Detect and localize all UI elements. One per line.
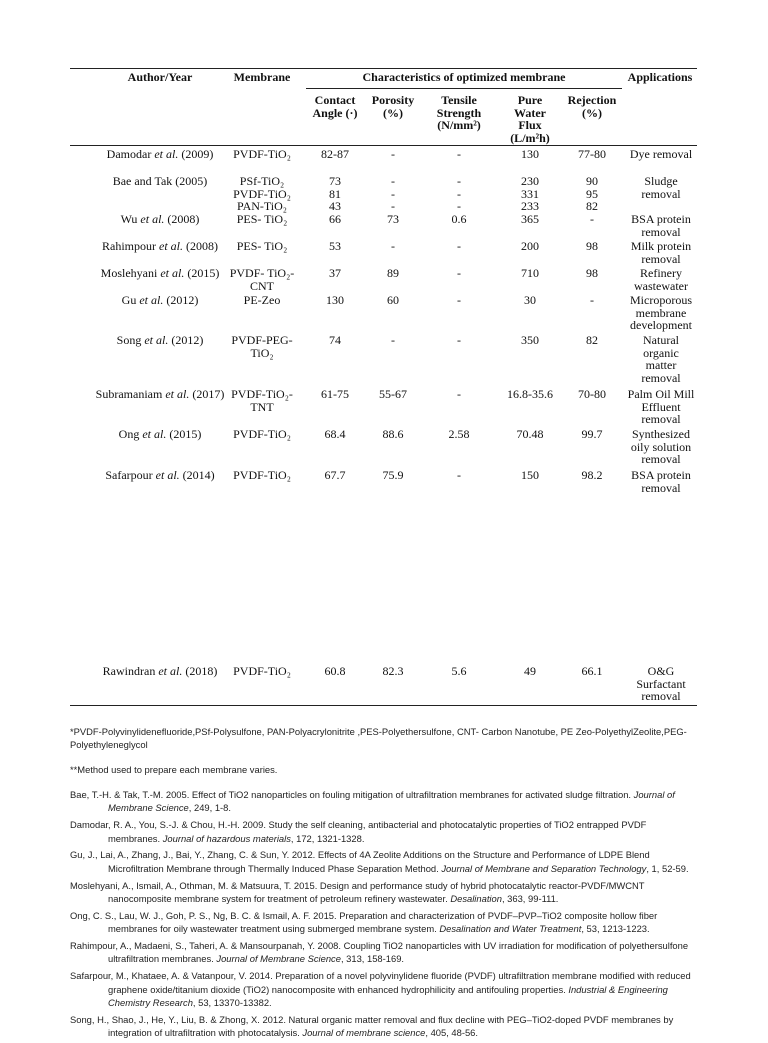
table-row-membrane: PVDF- TiO₂- (229, 266, 295, 280)
table-row-application: membrane (635, 305, 687, 320)
reference-entry (70, 848, 700, 875)
header-flux: (L/m²h) (510, 130, 550, 145)
table-row-tensile: 2.58 (448, 427, 470, 441)
reference-journal: Journal of hazardous materials (162, 832, 291, 844)
table-row-porosity: 82.3 (382, 664, 404, 678)
table-row-application: matter (645, 358, 677, 373)
reference-tail: , 363, 99-111. (501, 893, 559, 905)
table-row-tensile: - (457, 387, 461, 401)
reference-journal: Journal of Membrane and Separation Technology (441, 862, 647, 874)
table-row-author: Wu et al. (2008) (120, 212, 200, 226)
header-membrane: Membrane (233, 70, 291, 84)
table-row-porosity: - (391, 186, 395, 201)
table-row-porosity: - (391, 147, 395, 161)
table-row-porosity: - (391, 199, 395, 214)
header-author: Author/Year (127, 70, 193, 84)
table-row-membrane: PVDF-TiO₂ (233, 468, 291, 482)
table-row-contact-angle: 60.8 (324, 664, 346, 678)
table-row-contact-angle: 82-87 (321, 147, 349, 161)
table-row-tensile: - (457, 199, 461, 214)
header-tensile: Tensile (441, 93, 477, 107)
table-row-application: Synthesized (632, 427, 690, 441)
reference-entry (70, 788, 700, 815)
table-row-porosity: 55-67 (379, 387, 407, 401)
table-row-rejection: 99.7 (581, 427, 603, 441)
table-row-tensile: - (457, 174, 461, 188)
table-row-application: removal (641, 412, 681, 427)
table-row-rejection: 70-80 (578, 387, 606, 401)
table-row-flux: 70.48 (516, 427, 544, 441)
header-contact-angle: Angle (·) (312, 105, 358, 120)
table-row-rejection: 77-80 (578, 147, 606, 161)
table-row-membrane: TiO₂ (250, 345, 274, 360)
table-row-membrane: PVDF-TiO₂ (233, 427, 291, 441)
table-row-contact-angle: 74 (329, 333, 341, 347)
reference-text: Rahimpour, A., Madaeni, S., Taheri, A. & Mansourpanah, Y. 2008. Coupling TiO2 nanoparticles with UV irradiation for modification of polyethersulfone ultrafiltration membranes. (70, 940, 689, 965)
table-row-membrane: PVDF-TiO₂ (233, 186, 291, 201)
table-row-rejection: 98 (586, 266, 598, 280)
table-row-porosity: 88.6 (382, 427, 404, 441)
table-row-flux: 200 (521, 239, 539, 253)
table-bottom-rule (70, 705, 697, 706)
table-row-application: Natural (643, 333, 679, 347)
table-row-contact-angle: 66 (329, 212, 341, 226)
table-row-contact-angle: 43 (329, 199, 341, 214)
table-row-tensile: - (457, 186, 461, 201)
header-applications: Applications (627, 70, 693, 84)
table-row-tensile: - (457, 293, 461, 307)
table-row-application: Palm Oil Mill (627, 387, 695, 401)
reference-list (70, 788, 700, 1043)
table-row-application: removal (641, 370, 681, 385)
table-row-application: removal (641, 480, 681, 495)
table-row-membrane: PVDF-TiO₂ (233, 147, 291, 161)
table-row-author: Moslehyani et al. (2015) (100, 266, 220, 280)
header-characteristics: Characteristics of optimized membrane (362, 70, 566, 84)
reference-text: Bae, T.-H. & Tak, T.-M. 2005. Effect of TiO2 nanoparticles on fouling mitigation of ultrafiltration membranes for activated sludge filtration. (70, 789, 634, 800)
table-row-contact-angle: 61-75 (321, 387, 349, 401)
table-row-application: BSA protein (631, 468, 691, 482)
table-row-rejection: 66.1 (581, 664, 603, 678)
table-row-tensile: 5.6 (451, 664, 467, 678)
header-flux: Pure (517, 93, 543, 107)
table-row-application: Surfactant (636, 676, 686, 691)
table-row-application: removal (641, 186, 681, 201)
header-flux: Flux (518, 118, 542, 133)
characteristics-underline (306, 88, 622, 89)
table-row-membrane: PES- TiO₂ (236, 239, 288, 253)
table-row-rejection: 95 (586, 186, 598, 201)
table-row-rejection: 98 (586, 239, 598, 253)
table-row-tensile: - (457, 147, 461, 161)
table-row-application: removal (641, 224, 681, 239)
reference-journal: Desalination and Water Treatment (439, 923, 582, 935)
table-row-flux: 350 (521, 333, 539, 347)
table-row-application: Milk protein (630, 239, 692, 253)
reference-journal: Journal of Membrane Science (108, 789, 675, 814)
reference-tail: , 249, 1-8. (188, 802, 231, 814)
table-row-author: Bae and Tak (2005) (112, 174, 208, 188)
table-row-tensile: - (457, 266, 461, 280)
table-row-author: Ong et al. (2015) (118, 427, 202, 441)
reference-tail: , 53, 13370-13382. (192, 997, 272, 1009)
table-row-rejection: 82 (586, 199, 598, 214)
reference-entry (70, 969, 700, 1009)
table-row-porosity: - (391, 239, 395, 253)
header-rejection: Rejection (567, 93, 617, 107)
reference-journal: Industrial & Engineering Chemistry Research (108, 983, 668, 1009)
reference-journal: Journal of Membrane Science (216, 953, 341, 965)
table-row-porosity: - (391, 333, 395, 347)
table-row-porosity: 89 (387, 266, 399, 280)
table-row-rejection: 98.2 (581, 468, 603, 482)
reference-entry (70, 1013, 700, 1040)
reference-tail: , 405, 48-56. (425, 1027, 479, 1039)
table-row-application: Sludge (644, 174, 678, 188)
table-row-tensile: 0.6 (451, 212, 467, 226)
table-row-flux: 331 (521, 186, 539, 201)
reference-journal: Journal of membrane science (302, 1027, 426, 1039)
table-row-membrane: PSf-TiO₂ (239, 174, 285, 188)
table-row-application: development (630, 318, 692, 333)
table-row-application: removal (641, 452, 681, 467)
table-row-porosity: - (391, 174, 395, 188)
table-row-application: Microporous (630, 293, 692, 307)
reference-tail: , 53, 1213-1223. (581, 923, 650, 935)
reference-entry (70, 909, 700, 936)
reference-tail: , 313, 158-169. (340, 953, 405, 965)
header-rejection: (%) (582, 105, 602, 120)
table-row-membrane: PAN-TiO₂ (237, 199, 287, 214)
table-row-flux: 16.8-35.6 (507, 387, 553, 401)
method-note: **Method used to prepare each membrane varies. (70, 764, 278, 775)
header-contact-angle: Contact (314, 93, 356, 107)
table-row-porosity: 60 (387, 293, 399, 307)
reference-tail: , 172, 1321-1328. (290, 832, 365, 844)
header-flux: Water (514, 105, 546, 120)
table-row-application: oily solution (630, 439, 692, 454)
reference-tail: , 1, 52-59. (646, 862, 689, 874)
table-row-tensile: - (457, 468, 461, 482)
table-row-membrane: PVDF-TiO₂- (231, 387, 293, 401)
reference-text: Moslehyani, A., Ismail, A., Othman, M. & Matsuura, T. 2015. Design and performance study of hybrid photocatalytic reactor-PVDF/MWCNT nanocomposite membrane system for treatment of petroleum refinery wastewater. (70, 879, 645, 905)
table-row-application: removal (641, 251, 681, 266)
table-row-application: BSA protein (631, 212, 691, 226)
header-porosity: (%) (383, 105, 403, 120)
reference-text: Safarpour, M., Khataee, A. & Vatanpour, V. 2014. Preparation of a novel polyvinylidene fluoride (PVDF) ultrafiltration membrane modified with reduced graphene oxide/titanium dioxide (TiO2) nanocomposite with enhanced hydrophilicity and antifouling properties. (70, 970, 691, 995)
abbreviations-note: *PVDF-Polyvinylidenefluoride,PSf-Polysulfone, PAN-Polyacrylonitrite ,PES-Polyethersulfone, CNT- Carbon Nanotube, PE Zeo-PolyethylZeolite,PEG-Polyethyleneglycol (70, 726, 687, 751)
table-row-tensile: - (457, 333, 461, 347)
reference-entry (70, 818, 700, 845)
table-row-contact-angle: 130 (326, 293, 344, 307)
reference-entry (70, 879, 700, 906)
table-row-author: Rawindran et al. (2018) (102, 664, 218, 678)
reference-journal: Desalination (450, 893, 502, 905)
table-row-membrane: PE-Zeo (243, 293, 281, 307)
table-row-tensile: - (457, 239, 461, 253)
table-row-contact-angle: 53 (329, 239, 341, 253)
reference-text: Song, H., Shao, J., He, Y., Liu, B. & Zhong, X. 2012. Natural organic matter removal and flux decline with PEG–TiO2-doped PVDF membranes by integration of ultrafiltration with photocatalysis. (70, 1013, 674, 1039)
table-row-flux: 710 (521, 266, 539, 280)
table-row-author: Rahimpour et al. (2008) (102, 239, 218, 253)
table-row-membrane: PVDF-TiO₂ (233, 664, 291, 678)
table-header-rule (70, 145, 697, 146)
table-row-contact-angle: 68.4 (324, 427, 346, 441)
table-row-membrane: CNT (250, 278, 274, 293)
table-row-application: Effluent (641, 399, 681, 414)
table-row-membrane: TNT (250, 399, 274, 414)
table-row-flux: 49 (524, 664, 536, 678)
table-row-application: wastewater (634, 278, 688, 293)
header-tensile: Strength (436, 105, 482, 120)
table-row-membrane: PES- TiO₂ (236, 212, 288, 226)
table-row-flux: 150 (521, 468, 539, 482)
table-row-author: Subramaniam et al. (2017) (95, 387, 225, 401)
table-row-flux: 365 (521, 212, 539, 226)
reference-text: Gu, J., Lai, A., Zhang, J., Bai, Y., Zhang, C. & Sun, Y. 2012. Effects of 4A Zeolite Additions on the Structure and Performance of LDPE Blend Microfiltration Membrane through Thermally Induced Phase Separation Method. (70, 849, 650, 874)
table-row-contact-angle: 81 (329, 186, 341, 201)
table-row-contact-angle: 37 (329, 266, 341, 280)
header-porosity: Porosity (371, 93, 415, 107)
reference-text: Ong, C. S., Lau, W. J., Goh, P. S., Ng, B. C. & Ismail, A. F. 2015. Preparation and characterization of PVDF–PVP–TiO2 composite hollow fiber membranes for oily wastewater treatment using submerged membrane system. (70, 909, 658, 935)
table-row-application: removal (641, 689, 681, 704)
table-top-rule (70, 68, 697, 69)
table-row-application: organic (643, 345, 679, 360)
table-row-contact-angle: 67.7 (324, 468, 346, 482)
table-row-flux: 30 (524, 293, 536, 307)
table-row-contact-angle: 73 (329, 174, 341, 188)
table-row-rejection: 90 (586, 174, 598, 188)
table-row-rejection: - (590, 212, 594, 226)
table-row-rejection: - (590, 293, 594, 307)
reference-entry (70, 939, 700, 966)
table-row-membrane: PVDF-PEG- (231, 333, 293, 347)
table-row-application: O&G (647, 664, 675, 678)
table-row-author: Safarpour et al. (2014) (105, 468, 215, 482)
table-row-application: Refinery (640, 266, 682, 280)
table-row-author: Gu et al. (2012) (121, 293, 199, 307)
table-row-flux: 230 (521, 174, 539, 188)
table-row-rejection: 82 (586, 333, 598, 347)
table-row-flux: 233 (521, 199, 539, 214)
reference-text: Damodar, R. A., You, S.-J. & Chou, H.-H. 2009. Study the self cleaning, antibacterial and photocatalytic properties of TiO2 entrapped PVDF membranes. (70, 819, 647, 844)
table-row-author: Song et al. (2012) (116, 333, 204, 347)
table-row-author: Damodar et al. (2009) (106, 147, 214, 161)
table-row-porosity: 73 (387, 212, 399, 226)
table-row-application: Dye removal (629, 147, 693, 161)
header-tensile: (N/mm²) (437, 118, 481, 133)
table-row-porosity: 75.9 (382, 468, 404, 482)
table-row-flux: 130 (521, 147, 539, 161)
